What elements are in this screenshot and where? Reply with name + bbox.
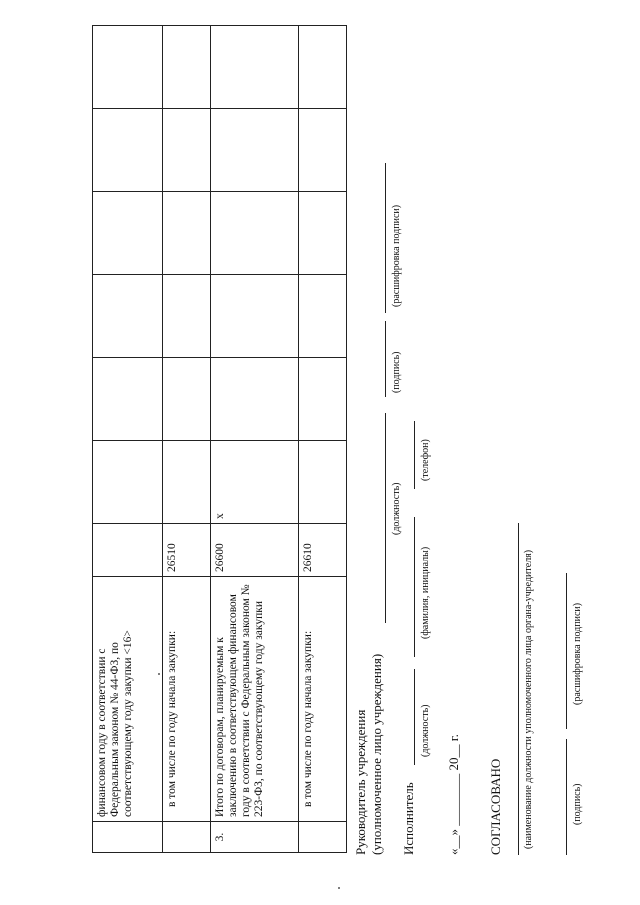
row-number-cell xyxy=(163,822,211,853)
row-code-cell xyxy=(93,524,163,577)
empty-cell xyxy=(93,26,163,109)
row-number-cell xyxy=(299,822,347,853)
executor-phone-caption: (телефон) xyxy=(420,439,431,481)
head-signature-line xyxy=(385,321,386,397)
empty-cell xyxy=(211,26,299,109)
executor-phone-line xyxy=(414,421,415,489)
empty-cell xyxy=(163,192,211,275)
head-decoding-caption: (расшифровка подписи) xyxy=(391,204,402,307)
row-code-cell: 26600 xyxy=(211,524,299,577)
row-label-cell: Итого по договорам, планируемым к заключению в соответствующем финансовом году в соответствии с Федеральным законом № 223-ФЗ, по соответствующему году закупки xyxy=(211,577,299,822)
table-row xyxy=(299,26,347,853)
row-mark-cell: x xyxy=(211,441,299,524)
row-code-cell: 26610 xyxy=(299,524,347,577)
empty-cell xyxy=(163,109,211,192)
agreed-decoding-line xyxy=(566,573,567,729)
agreed-position-caption: (наименование должности уполномоченного лица органа-учредителя) xyxy=(523,549,534,849)
row-label-cell: в том числе по году начала закупки: xyxy=(299,577,347,822)
empty-cell xyxy=(163,275,211,358)
scan-speck xyxy=(158,673,160,675)
row-mark-cell xyxy=(93,441,163,524)
plan-table xyxy=(92,25,347,853)
row-label-cell: в том числе по году начала закупки: xyxy=(163,577,211,822)
empty-cell xyxy=(299,192,347,275)
executor-name-line xyxy=(414,517,415,657)
agreed-position-line xyxy=(518,523,519,855)
empty-cell xyxy=(93,275,163,358)
executor-position-line xyxy=(414,669,415,765)
table-row xyxy=(93,26,163,853)
empty-cell xyxy=(211,192,299,275)
date-line: «__» ________ 20__ г. xyxy=(446,734,461,855)
row-mark-cell xyxy=(163,441,211,524)
empty-cell xyxy=(211,109,299,192)
empty-cell xyxy=(163,358,211,441)
executor-name-caption: (фамилия, инициалы) xyxy=(420,546,431,639)
head-signature-caption: (подпись) xyxy=(391,351,402,393)
empty-cell xyxy=(299,26,347,109)
row-number-cell xyxy=(93,822,163,853)
scan-speck xyxy=(338,887,340,889)
agreed-signature-caption: (подпись) xyxy=(572,783,583,825)
empty-cell xyxy=(93,109,163,192)
row-label-cell: финансовом году в соответствии с Федеральным законом № 44-ФЗ, по соответствующему году закупки <16> xyxy=(93,577,163,822)
empty-cell xyxy=(299,109,347,192)
table-row xyxy=(163,26,211,853)
agreed-heading: СОГЛАСОВАНО xyxy=(488,758,503,855)
agreed-signature-line xyxy=(566,739,567,855)
empty-cell xyxy=(299,358,347,441)
head-position-line xyxy=(385,413,386,623)
row-mark-cell xyxy=(299,441,347,524)
agreed-decoding-caption: (расшифровка подписи) xyxy=(572,602,583,705)
table-row xyxy=(211,26,299,853)
empty-cell xyxy=(163,26,211,109)
empty-cell xyxy=(93,192,163,275)
empty-cell xyxy=(211,358,299,441)
head-title-line1: Руководитель учреждения xyxy=(353,709,368,855)
row-number-cell: 3. xyxy=(211,822,299,853)
empty-cell xyxy=(93,358,163,441)
head-title-line2: (уполномоченное лицо учреждения) xyxy=(369,653,384,855)
empty-cell xyxy=(211,275,299,358)
head-decoding-line xyxy=(385,163,386,313)
head-position-caption: (должность) xyxy=(391,482,402,535)
row-code-cell: 26510 xyxy=(163,524,211,577)
executor-label: Исполнитель xyxy=(401,782,416,855)
executor-position-caption: (должность) xyxy=(420,704,431,757)
empty-cell xyxy=(299,275,347,358)
